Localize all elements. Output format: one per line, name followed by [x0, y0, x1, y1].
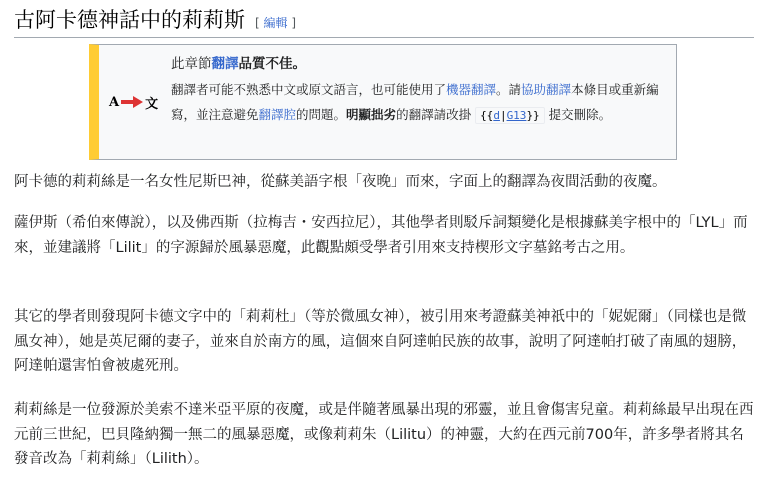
paragraph-4: 莉莉絲是一位發源於美索不達米亞平原的夜魔，或是伴隨著風暴出現的邪靈，並且會傷害兒童。莉莉絲最早出現在西元前三世紀，巴貝隆納獨一無二的風暴惡魔，或像莉莉朱（Lilitu）的神靈，大約在西元前700年，許多學者將其名發音改為「莉莉絲」（Lilith）。	[14, 402, 754, 467]
translate-icon: A 文	[109, 94, 159, 112]
notice-body: 翻譯者可能不熟悉中文或原文語言，也可能使用了機器翻譯。請協助翻譯本條目或重新編寫，並注意避免翻譯腔的問題。明顯拙劣的翻譯請改掛 {{d|G13}} 提交刪除。	[171, 82, 659, 122]
template-g13-link[interactable]: G13	[506, 109, 527, 122]
deletion-template-code: {{d|G13}}	[475, 107, 545, 124]
notice-text	[171, 55, 669, 128]
arrow-right-icon	[121, 96, 143, 108]
paragraph-2: 薩伊斯（希伯來傳說），以及佛西斯（拉梅吉・安西拉尼），其他學者則駁斥詞類變化是根據蘇美字根中的「LYL」而來，並建議將「Lilit」的字源歸於風暴惡魔，此觀點頗受學者引用來支持楔形文字墓銘考古之用。	[14, 215, 748, 256]
section-heading	[14, 2, 754, 38]
translationese-link[interactable]: 翻譯腔	[258, 107, 297, 122]
paragraph-1: 阿卡德的莉莉絲是一名女性尼斯巴神，從蘇美語字根「夜晚」而來，字面上的翻譯為夜間活動的夜魔。	[14, 174, 667, 190]
section-title: 古阿卡德神話中的莉莉斯	[14, 8, 245, 32]
edit-section: [ 編輯 ]	[255, 16, 297, 30]
translation-link[interactable]: 翻譯	[211, 56, 239, 72]
machine-translation-link[interactable]: 機器翻譯	[446, 82, 497, 97]
notice-title: 此章節翻譯品質不佳。	[171, 56, 306, 72]
edit-link[interactable]: 編輯	[263, 16, 288, 30]
template-d-link[interactable]: d	[493, 109, 500, 122]
help-translate-link[interactable]: 協助翻譯	[521, 82, 572, 97]
translation-notice	[89, 44, 677, 160]
paragraph-3: 其它的學者則發現阿卡德文字中的「莉莉杜」（等於微風女神），被引用來考證蘇美神祇中的「妮妮爾」（同樣也是微風女神），她是英尼爾的妻子，並來自於南方的風，這個來自阿達帕民族的故事，說明了阿達帕打破了南風的翅膀，阿達帕還害怕會被處死刑。	[14, 309, 747, 374]
